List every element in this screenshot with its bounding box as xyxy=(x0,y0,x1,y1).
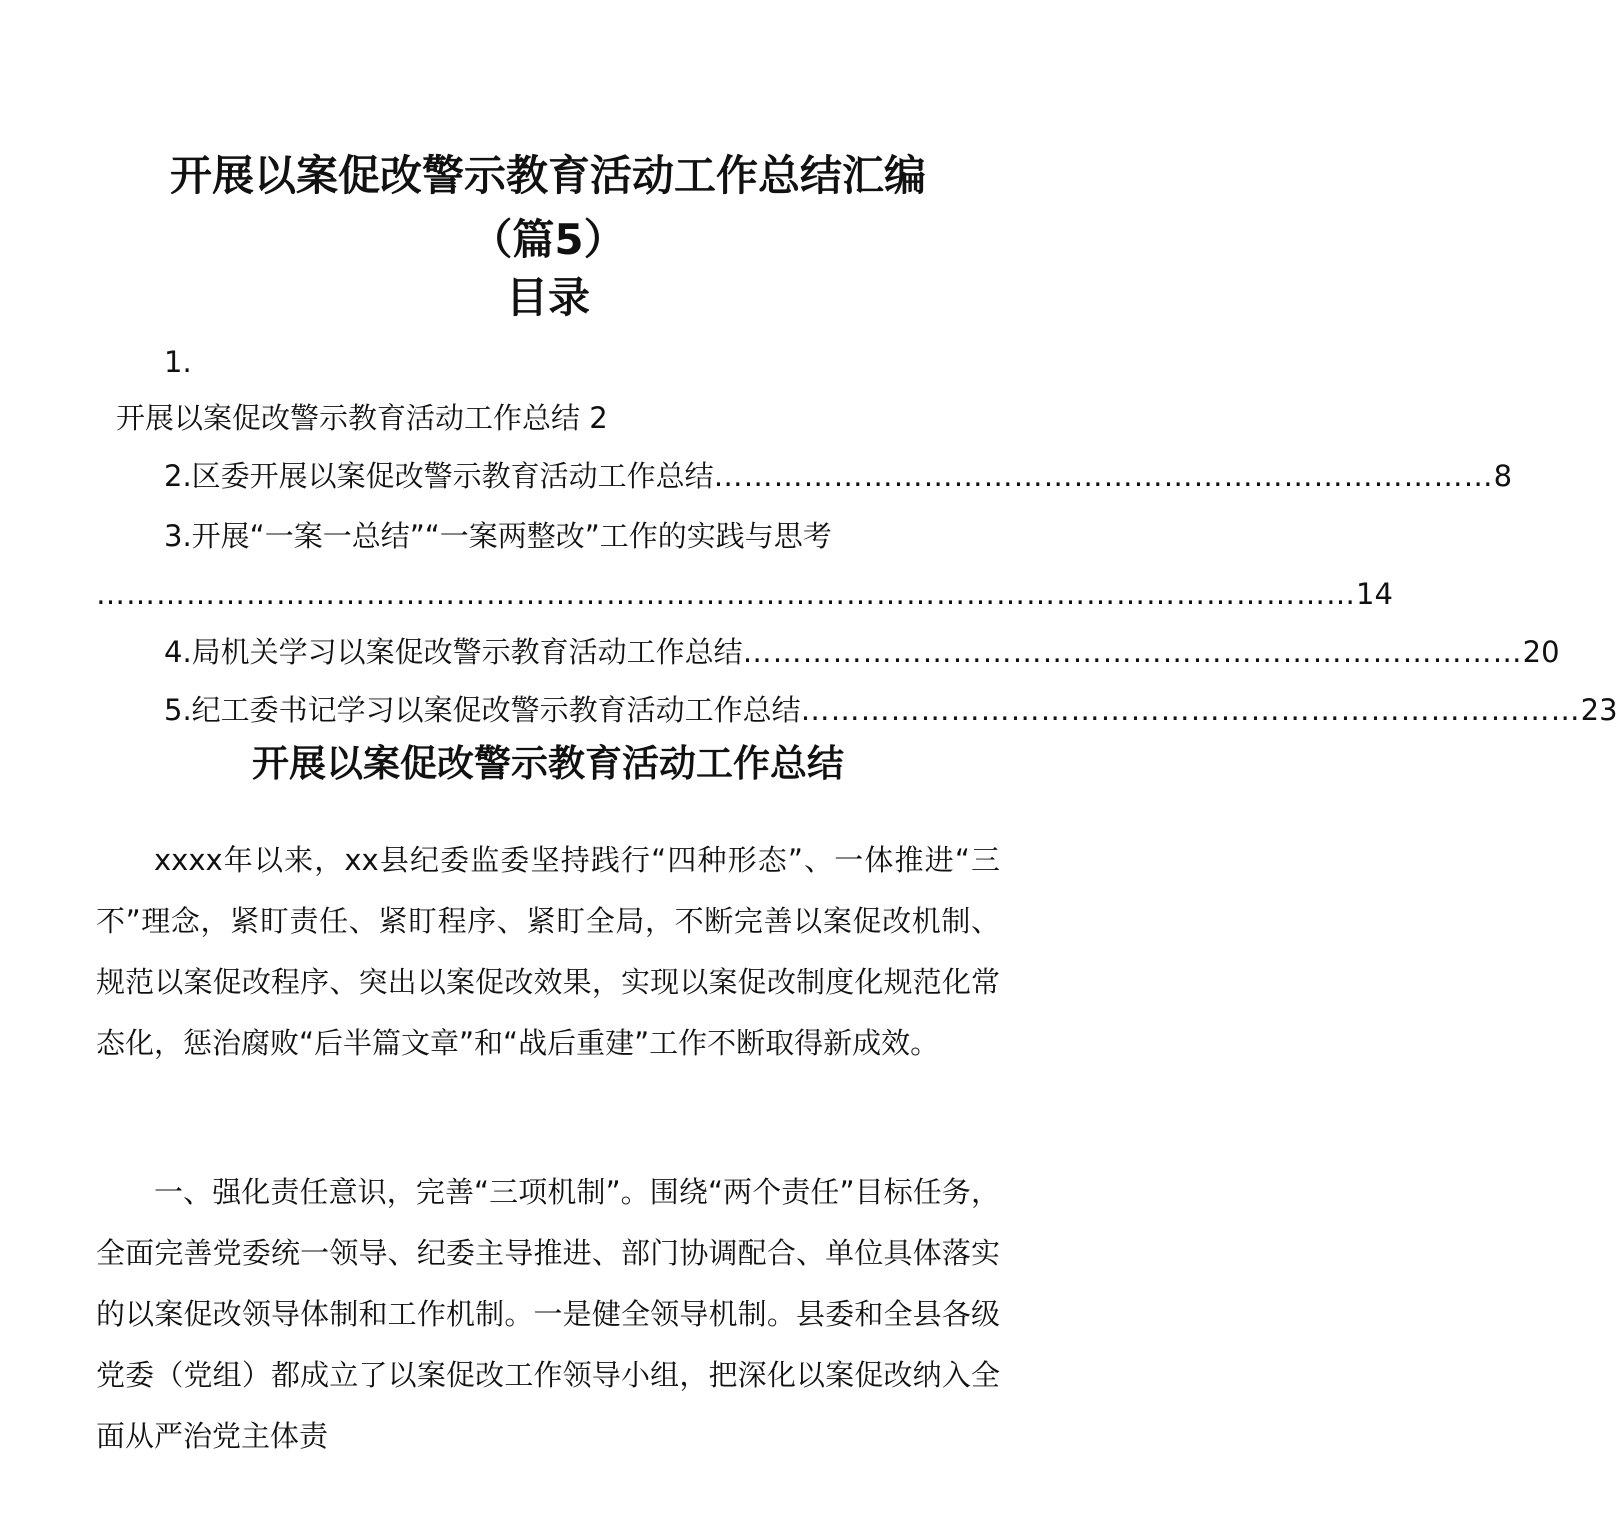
toc-leader-dots: ……………………………………………………………………………………………………………… xyxy=(96,577,1356,611)
body-paragraph-1: xxxx年以来，xx县纪委监委坚持践行“四种形态”、一体推进“三不”理念，紧盯责任、紧盯程序、紧盯全局，不断完善以案促改机制、规范以案促改程序、突出以案促改效果，实现以案促改制度化规范化常态化，惩治腐败“后半篇文章”和“战后重建”工作不断取得新成效。 xyxy=(96,843,1000,1060)
toc-entry-2-page: 8 xyxy=(1493,459,1513,493)
toc-entry-3-page: 14 xyxy=(1356,577,1393,611)
toc-entry-1-page: 2 xyxy=(589,401,608,435)
document-title-line1: 开展以案促改警示教育活动工作总结汇编 xyxy=(169,151,926,200)
toc-entry-1-label: 开展以案促改警示教育活动工作总结 xyxy=(116,401,581,435)
toc-entry-2-label: 2.区委开展以案促改警示教育活动工作总结 xyxy=(164,459,714,493)
document-title-line2: （篇5） xyxy=(470,215,626,264)
toc-entry-3[interactable] xyxy=(164,516,832,556)
toc-leader-dots: …………………………………………………………………… xyxy=(713,459,1494,493)
toc-entry-2[interactable] xyxy=(164,456,1513,496)
toc-entry-1-number: 1. xyxy=(164,345,192,379)
toc-entry-5-label: 5.纪工委书记学习以案促改警示教育活动工作总结 xyxy=(164,693,801,727)
toc-entry-5-page: 23 xyxy=(1580,693,1618,727)
body-paragraph-2: 一、强化责任意识，完善“三项机制”。围绕“两个责任”目标任务，全面完善党委统一领导、纪委主导推进、部门协调配合、单位具体落实的以案促改领导体制和工作机制。一是健全领导机制。县委和全县各级党委（党组）都成立了以案促改工作领导小组，把深化以案促改纳入全面从严治党主体责 xyxy=(96,1175,1000,1453)
toc-heading: 目录 xyxy=(505,273,590,322)
toc-entry-4[interactable] xyxy=(164,632,1560,672)
toc-entry-5[interactable] xyxy=(164,690,1618,730)
toc-entry-4-label: 4.局机关学习以案促改警示教育活动工作总结 xyxy=(164,635,743,669)
toc-entry-3-label: 3.开展“一案一总结”“一案两整改”工作的实践与思考 xyxy=(164,519,832,553)
toc-leader-dots: …………………………………………………………………… xyxy=(742,635,1523,669)
toc-entry-4-page: 20 xyxy=(1522,635,1560,669)
toc-entry-3-leader xyxy=(96,574,1393,614)
section-title: 开展以案促改警示教育活动工作总结 xyxy=(252,742,844,785)
toc-leader-dots: …………………………………………………………………… xyxy=(800,693,1581,727)
toc-entry-1[interactable] xyxy=(116,398,608,438)
